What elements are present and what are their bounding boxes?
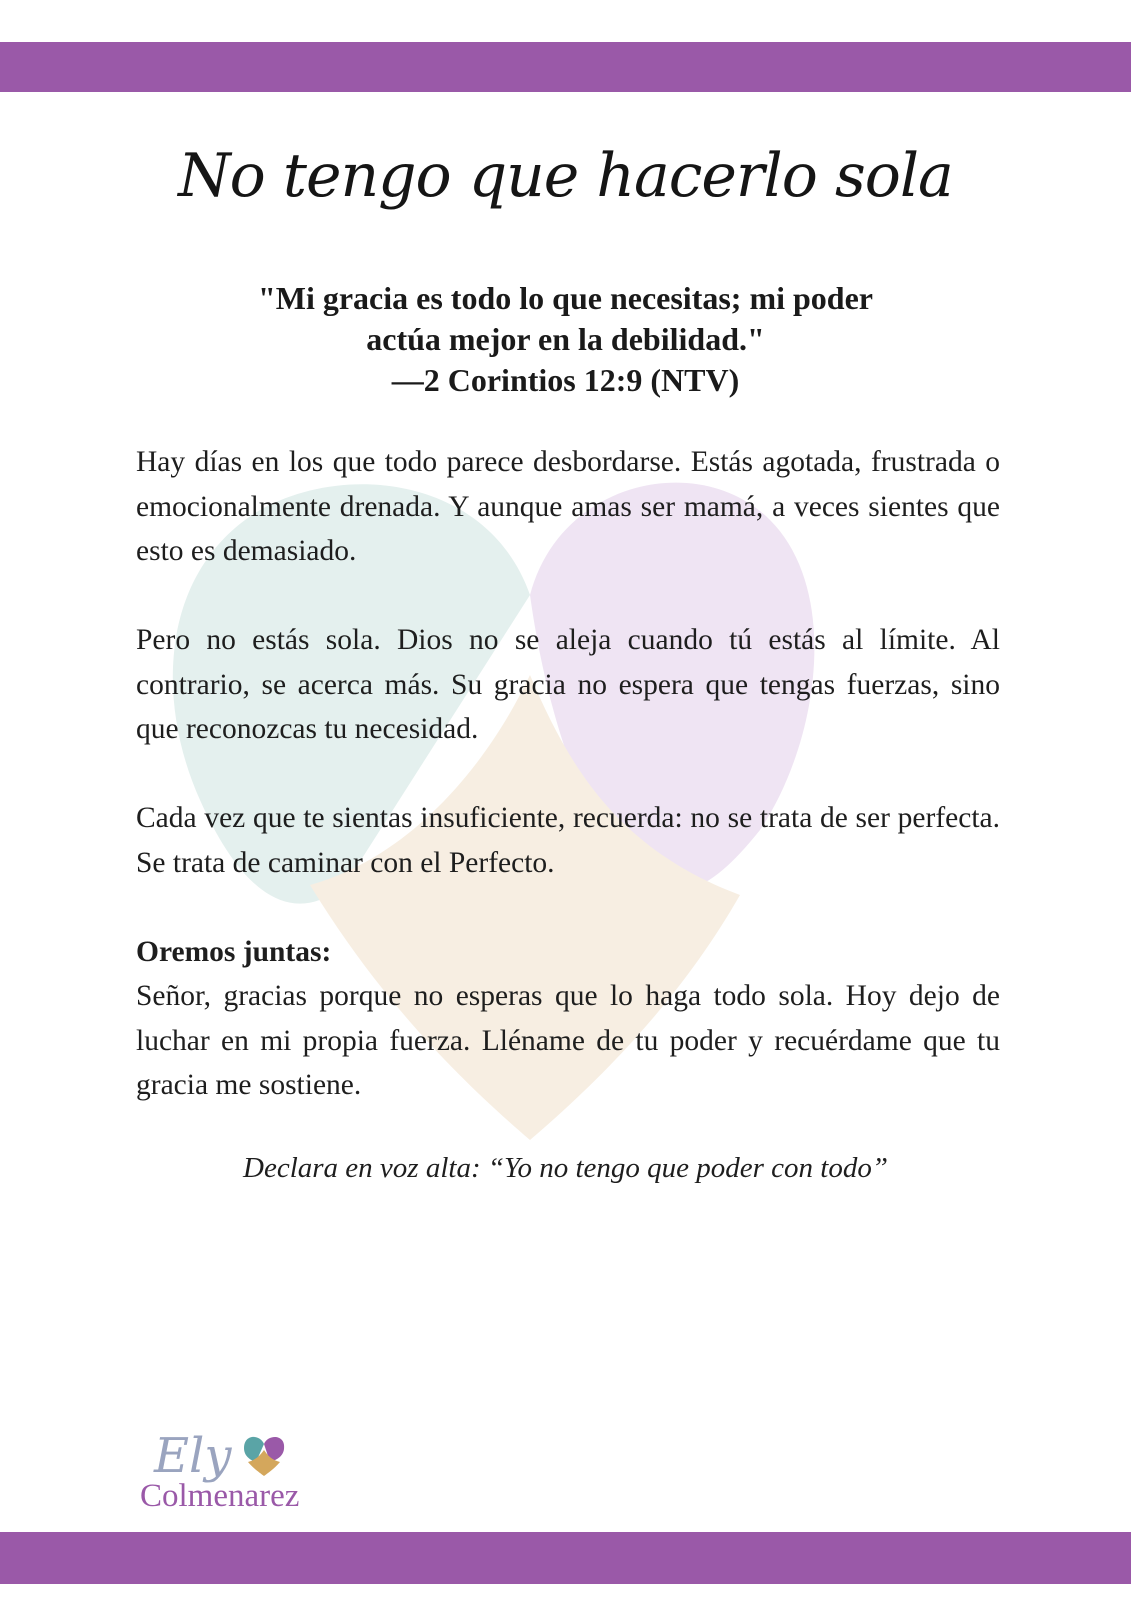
bible-verse: [0, 278, 1131, 401]
logo-heart-icon: [240, 1432, 288, 1478]
page-title: No tengo que hacerlo sola: [178, 141, 953, 211]
top-purple-band: [0, 42, 1131, 92]
logo-script-text: Ely: [154, 1428, 232, 1484]
verse-line-1: "Mi gracia es todo lo que necesitas; mi poder: [257, 280, 873, 316]
prayer-text: Señor, gracias porque no esperas que lo haga todo sola. Hoy dejo de luchar en mi propia fuerza. Lléname de tu poder y recuérdame que tu gracia me sostiene.: [136, 980, 1000, 1101]
verse-reference: —2 Corintios 12:9 (NTV): [391, 362, 740, 398]
prayer-section: [136, 930, 1000, 1108]
brand-logo: [140, 1428, 370, 1522]
prayer-heading: Oremos juntas:: [136, 935, 332, 968]
declaration-text: Declara en voz alta: “Yo no tengo que poder con todo”: [243, 1152, 888, 1184]
paragraph-3: Cada vez que te sientas insuficiente, recuerda: no se trata de ser perfecta. Se trata de caminar con el Perfecto.: [136, 802, 1000, 879]
logo-name-text: Colmenarez: [140, 1478, 300, 1514]
bottom-purple-band: [0, 1532, 1131, 1584]
verse-line-2: actúa mejor en la debilidad.": [366, 321, 765, 357]
paragraph-1: Hay días en los que todo parece desbordarse. Estás agotada, frustrada o emocionalmente drenada. Y aunque amas ser mamá, a veces sientes que esto es demasiado.: [136, 446, 1000, 567]
paragraph-2: Pero no estás sola. Dios no se aleja cuando tú estás al límite. Al contrario, se acerca más. Su gracia no espera que tengas fuerzas, sino que reconozcas tu necesidad.: [136, 624, 1000, 745]
devotional-body: [136, 440, 1000, 1108]
